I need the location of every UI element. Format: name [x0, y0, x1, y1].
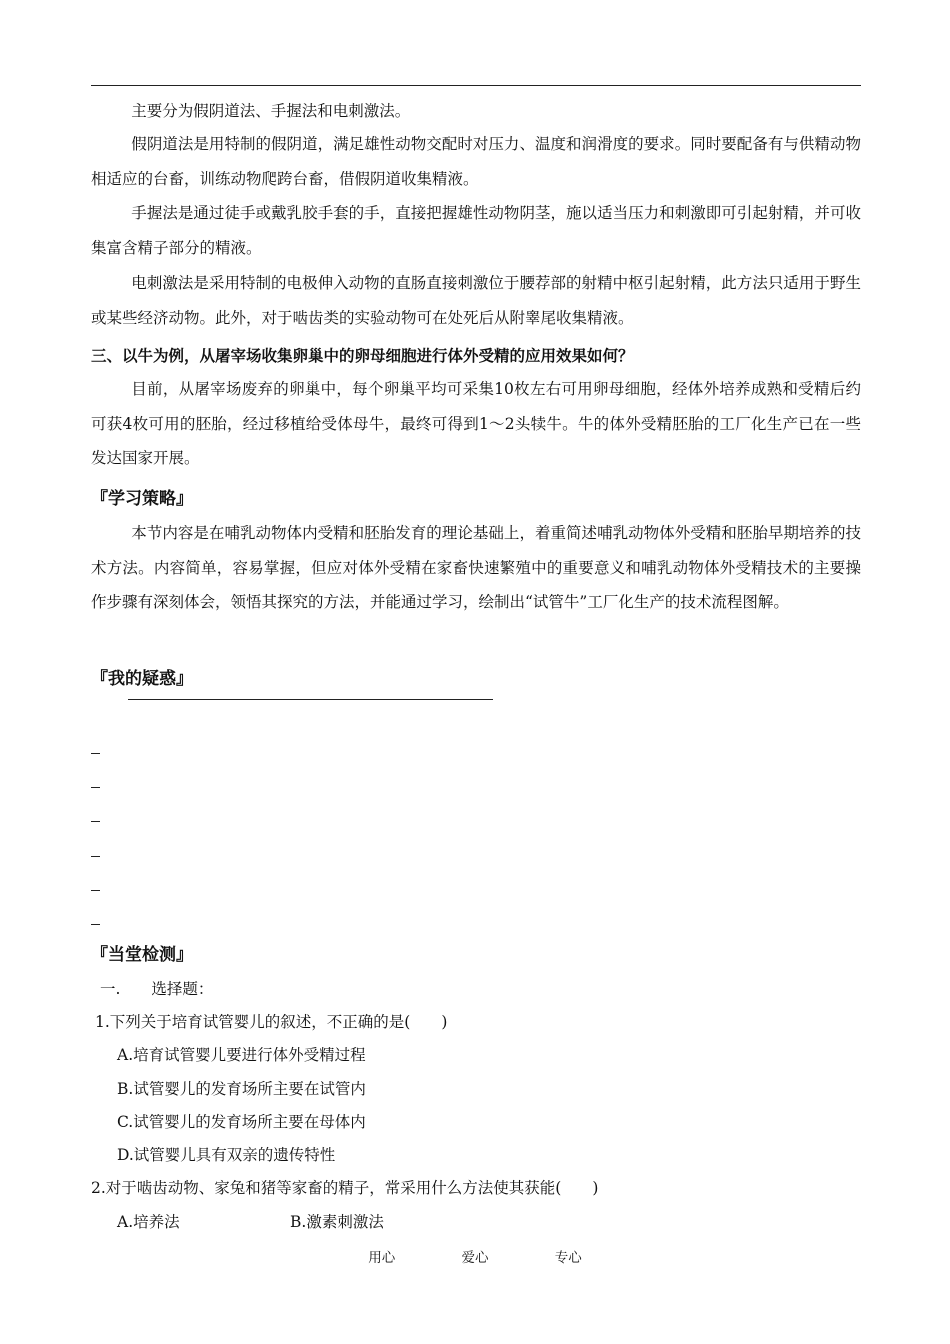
question-2-option-a: A.培养法	[117, 1213, 180, 1231]
doubts-heading: 『我的疑惑』	[91, 669, 193, 689]
strategy-heading: 『学习策略』	[91, 489, 193, 509]
footer-item: 专心	[554, 1250, 582, 1266]
question-1-option-c: C.试管婴儿的发育场所主要在母体内	[117, 1113, 366, 1131]
paragraph-hand-method: 手握法是通过徒手或戴乳胶手套的手，直接把握雄性动物阴茎，施以适当压力和刺激即可引起射精，并可收集富含精子部分的精液。	[91, 204, 861, 257]
doubts-dash	[91, 787, 100, 788]
question-3-answer: 目前，从屠宰场废弃的卵巢中，每个卵巢平均可采集10枚左右可用卵母细胞，经体外培养成熟和受精后约可获4枚可用的胚胎，经过移植给受体母牛，最终可得到1～2头犊牛。牛的体外受精胚胎的工厂化生产已在一些发达国家开展。	[91, 380, 861, 467]
test-section-title: 一. 选择题：	[100, 980, 214, 998]
question-1-option-d: D.试管婴儿具有双亲的遗传特性	[117, 1146, 336, 1164]
doubts-answer-line	[128, 699, 493, 700]
footer-item: 用心	[368, 1250, 396, 1266]
question-3-title: 三、以牛为例，从屠宰场收集卵巢中的卵母细胞进行体外受精的应用效果如何？	[91, 347, 634, 365]
paragraph-collection-methods: 主要分为假阴道法、手握法和电刺激法。	[131, 102, 411, 120]
question-1-stem: 1.下列关于培育试管婴儿的叙述，不正确的是( )	[95, 1013, 448, 1031]
page-footer	[0, 1246, 950, 1266]
test-heading: 『当堂检测』	[91, 945, 193, 965]
doubts-dash	[91, 924, 100, 925]
paragraph-electro-method: 电刺激法是采用特制的电极伸入动物的直肠直接刺激位于腰荐部的射精中枢引起射精，此方法只适用于野生或某些经济动物。此外，对于啮齿类的实验动物可在处死后从附睾尾收集精液。	[91, 274, 861, 327]
question-2-stem: 2.对于啮齿动物、家兔和猪等家畜的精子，常采用什么方法使其获能( )	[91, 1179, 599, 1197]
doubts-dash	[91, 890, 100, 891]
paragraph-artificial-vagina: 假阴道法是用特制的假阴道，满足雄性动物交配时对压力、温度和润滑度的要求。同时要配备有与供精动物相适应的台畜，训练动物爬跨台畜，借假阴道收集精液。	[91, 135, 861, 188]
doubts-dash	[91, 753, 100, 754]
question-2-option-b: B.激素刺激法	[290, 1213, 384, 1231]
question-1-option-b: B.试管婴儿的发育场所主要在试管内	[117, 1080, 366, 1098]
doubts-dash	[91, 856, 100, 857]
question-1-option-a: A.培育试管婴儿要进行体外受精过程	[117, 1046, 366, 1064]
strategy-text: 本节内容是在哺乳动物体内受精和胚胎发育的理论基础上，着重简述哺乳动物体外受精和胚胎早期培养的技术方法。内容简单，容易掌握，但应对体外受精在家畜快速繁殖中的重要意义和哺乳动物体外受精技术的主要操作步骤有深刻体会，领悟其探究的方法，并能通过学习，绘制出“试管牛”工厂化生产的技术流程图解。	[91, 524, 861, 611]
doubts-dash	[91, 821, 100, 822]
header-rule	[91, 85, 861, 86]
footer-item: 爱心	[461, 1250, 489, 1266]
